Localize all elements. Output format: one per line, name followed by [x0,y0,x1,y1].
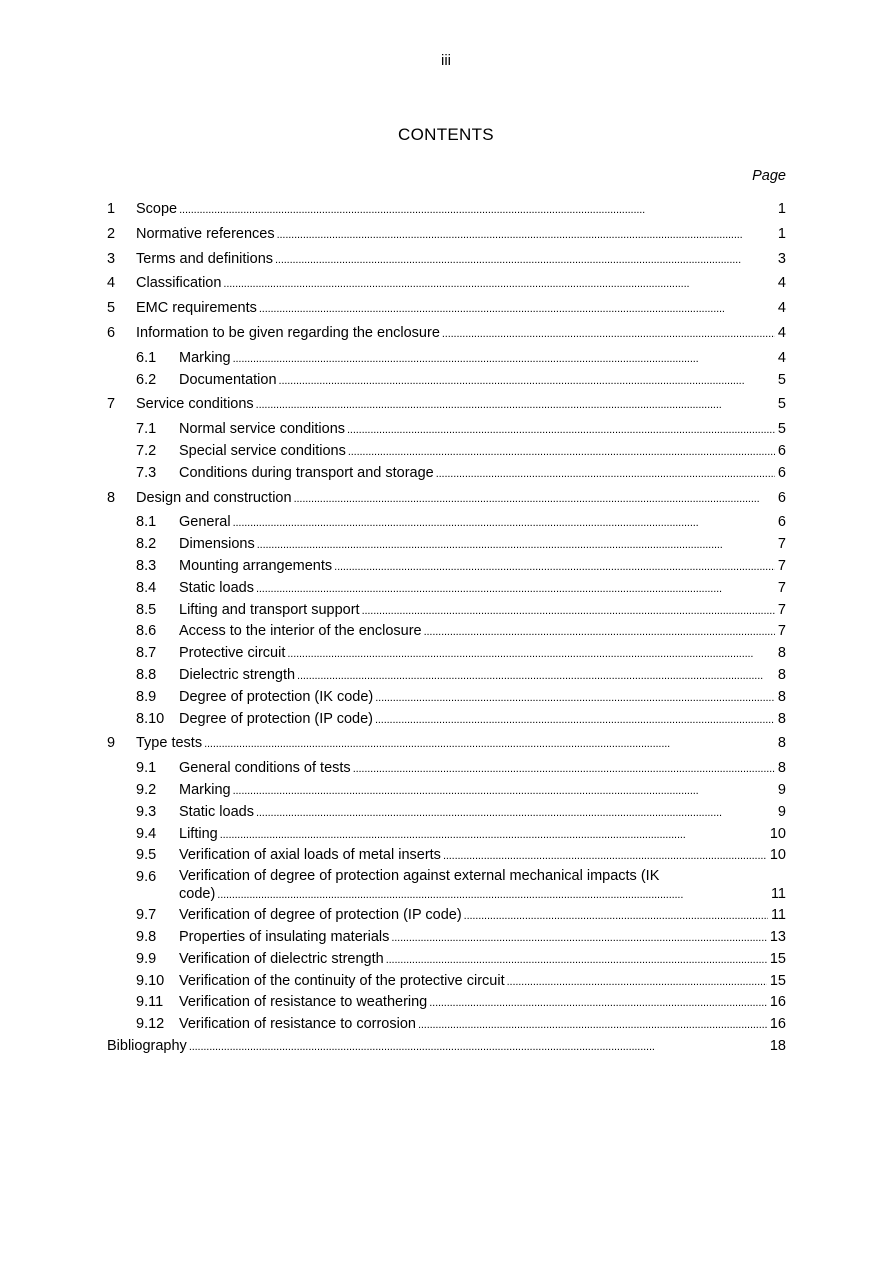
toc-entry-page: 5 [777,421,786,438]
toc-entry-number: 8.1 [136,514,157,531]
toc-entry[interactable] [107,949,786,971]
toc-entry[interactable] [107,867,786,905]
toc-entry-number: 9.1 [136,760,157,777]
dot-leader [418,1014,767,1036]
toc-entry-title: code) [179,884,217,905]
dot-leader [256,578,775,600]
toc-entry-title: Verification of axial loads of metal inserts [179,845,443,867]
toc-entry-number: 9.5 [136,847,157,864]
dot-leader [223,273,775,295]
toc-entry-page: 6 [777,464,786,481]
toc-entry-number: 6.2 [136,371,157,388]
toc-entry[interactable] [107,845,786,867]
toc-entry[interactable] [107,199,786,221]
toc-entry-number: 8.4 [136,579,157,596]
dot-leader [294,488,775,510]
toc-entry-number: 7.1 [136,421,157,438]
dot-leader [233,348,775,370]
dot-leader [334,556,775,578]
toc-entry-title: Static loads [179,578,256,600]
toc-entry-page: 10 [769,847,786,864]
dot-leader [277,224,775,246]
dot-leader [259,298,775,320]
toc-entry-title: Classification [136,273,223,295]
toc-entry-page: 4 [777,349,786,366]
toc-entry-number: 1 [107,201,116,217]
dot-leader [348,441,775,463]
toc-entry-title: Verification of resistance to weathering [179,992,429,1014]
toc-entry-number: 6.1 [136,349,157,366]
toc-entry[interactable] [107,1014,786,1036]
dot-leader [443,845,767,867]
dot-leader [375,709,775,731]
toc-entry-title: General conditions of tests [179,758,353,780]
toc-entry-title: Normative references [136,224,277,246]
toc-entry-page: 7 [777,601,786,618]
toc-entry-page: 11 [770,886,786,903]
toc-entry-number: 8.2 [136,536,157,553]
dot-leader [353,758,775,780]
dot-leader [442,323,775,345]
toc-entry[interactable] [107,733,786,755]
dot-leader [287,643,775,665]
toc-entry-number: 9.7 [136,907,157,924]
toc-entry-number: 9.9 [136,950,157,967]
toc-entry-number: 8.3 [136,557,157,574]
dot-leader [297,665,775,687]
table-of-contents [107,199,786,1058]
toc-entry[interactable] [107,621,786,643]
toc-entry-page: 15 [769,972,786,989]
toc-entry-title: Dielectric strength [179,665,297,687]
toc-entry-number: 7 [107,396,116,413]
toc-entry[interactable] [107,643,786,665]
toc-entry-title: Verification of the continuity of the protective circuit [179,971,507,993]
dot-leader [362,600,775,622]
toc-entry-page: 5 [777,396,786,413]
dot-leader [220,824,767,846]
toc-entry[interactable] [107,1036,786,1058]
toc-entry-page: 6 [777,514,786,531]
toc-entry[interactable] [107,249,786,271]
toc-entry-page: 7 [777,623,786,640]
toc-entry-title: Scope [136,199,179,221]
toc-entry-number: 4 [107,275,116,292]
dot-leader [257,534,775,556]
toc-entry[interactable] [107,780,786,802]
dot-leader [189,1036,767,1058]
toc-entry-page: 9 [777,781,786,798]
toc-entry-title: Mounting arrangements [179,556,334,578]
toc-entry-page: 1 [777,225,786,242]
toc-entry[interactable] [107,224,786,246]
toc-entry-page: 4 [777,275,786,292]
dot-leader [256,802,775,824]
toc-entry[interactable] [107,512,786,534]
toc-entry-title: Information to be given regarding the enclosure [136,323,442,345]
toc-entry-number: 8 [107,489,116,506]
toc-entry-page: 16 [769,994,786,1011]
toc-entry[interactable] [107,758,786,780]
toc-entry[interactable] [107,578,786,600]
toc-entry-number: 8.8 [136,666,157,683]
dot-leader [279,370,775,392]
toc-entry-title: Type tests [136,733,204,755]
toc-entry-title: Service conditions [136,394,256,416]
toc-entry[interactable] [107,419,786,441]
page-number: iii [441,52,451,69]
toc-entry[interactable] [107,709,786,731]
toc-entry-page: 8 [777,710,786,727]
dot-leader [436,463,775,485]
toc-entry-page: 6 [777,442,786,459]
toc-entry-number: 8.5 [136,601,157,618]
toc-entry-number: 9.6 [136,869,157,886]
toc-entry-title: Properties of insulating materials [179,927,391,949]
dot-leader [429,992,767,1014]
toc-entry-number: 8.10 [136,710,165,727]
toc-entry[interactable] [107,905,786,927]
toc-entry-page: 11 [770,907,786,924]
toc-entry-page: 6 [777,489,786,506]
toc-entry-number: 9.12 [136,1016,165,1033]
dot-leader [256,394,775,416]
toc-entry-number: 9.8 [136,928,157,945]
toc-entry-number: 8.7 [136,645,157,662]
toc-entry-number: 6 [107,324,116,341]
toc-entry-title: Lifting and transport support [179,600,362,622]
dot-leader [347,419,775,441]
toc-entry-title: Documentation [179,370,279,392]
toc-entry-page: 7 [777,536,786,553]
toc-entry-title: Verification of degree of protection (IP code) [179,905,464,927]
toc-entry-title: Protective circuit [179,643,287,665]
dot-leader [217,884,768,905]
toc-entry-page: 13 [769,928,786,945]
toc-entry-number: 9.3 [136,803,157,820]
toc-entry-page: 9 [777,803,786,820]
dot-leader [386,949,767,971]
toc-entry-number: 9.2 [136,781,157,798]
toc-entry-page: 8 [777,645,786,662]
dot-leader [233,512,775,534]
toc-entry[interactable] [107,687,786,709]
toc-entry-title: EMC requirements [136,298,259,320]
toc-entry-number: 5 [107,300,116,317]
dot-leader [275,249,775,271]
toc-entry-title: Marking [179,780,233,802]
toc-entry-page: 4 [777,324,786,341]
toc-entry-page: 15 [769,950,786,967]
toc-entry-page: 16 [769,1016,786,1033]
toc-entry-page: 8 [777,760,786,777]
toc-entry-title: Access to the interior of the enclosure [179,621,424,643]
toc-entry-title: Verification of dielectric strength [179,949,386,971]
dot-leader [391,927,767,949]
toc-entry[interactable] [107,824,786,846]
toc-entry-title: Static loads [179,802,256,824]
toc-entry-title: Dimensions [179,534,257,556]
toc-entry[interactable] [107,534,786,556]
dot-leader [375,687,775,709]
toc-entry-title: Terms and definitions [136,249,275,271]
toc-entry-title: Marking [179,348,233,370]
toc-entry-title: Lifting [179,824,220,846]
toc-entry-page: 3 [777,250,786,267]
toc-entry[interactable] [107,971,786,993]
toc-entry-page: 7 [777,579,786,596]
contents-heading: CONTENTS [398,125,494,144]
toc-entry-title: Bibliography [107,1036,189,1058]
toc-entry-number: 7.2 [136,442,157,459]
toc-entry-title: Degree of protection (IK code) [179,687,375,709]
toc-entry-title: Normal service conditions [179,419,347,441]
toc-entry-number: 9.4 [136,825,157,842]
toc-entry-number: 8.9 [136,688,157,705]
toc-entry-title: Special service conditions [179,441,348,463]
toc-entry[interactable] [107,394,786,416]
page-column-label: Page [752,168,786,184]
toc-entry-page: 8 [777,688,786,705]
dot-leader [464,905,768,927]
toc-entry-page: 18 [769,1037,786,1054]
toc-entry[interactable] [107,556,786,578]
toc-entry-number: 9 [107,735,116,752]
toc-entry-page: 8 [777,666,786,683]
toc-entry-number: 9.10 [136,972,165,989]
toc-entry-title: Design and construction [136,488,294,510]
toc-entry-number: 8.6 [136,623,157,640]
toc-entry[interactable] [107,927,786,949]
toc-entry[interactable] [107,323,786,345]
toc-entry[interactable] [107,600,786,622]
toc-entry[interactable] [107,441,786,463]
toc-entry-number: 2 [107,225,116,242]
toc-entry-number: 7.3 [136,464,157,481]
dot-leader [424,621,775,643]
toc-entry-page: 10 [769,825,786,842]
toc-entry-title: General [179,512,233,534]
toc-entry-page: 7 [777,557,786,574]
toc-entry-title: Conditions during transport and storage [179,463,436,485]
toc-entry[interactable] [107,665,786,687]
toc-entry[interactable] [107,488,786,510]
toc-entry[interactable] [107,802,786,824]
toc-entry[interactable] [107,463,786,485]
toc-entry-title: Degree of protection (IP code) [179,709,375,731]
toc-entry[interactable] [107,348,786,370]
toc-entry-title: Verification of resistance to corrosion [179,1014,418,1036]
toc-entry[interactable] [107,992,786,1014]
toc-entry[interactable] [107,370,786,392]
dot-leader [507,971,767,993]
toc-entry-page: 4 [777,300,786,317]
dot-leader [204,733,775,755]
toc-entry-title: Verification of degree of protection against external mechanical impacts (IK [179,868,660,885]
toc-entry-number: 3 [107,250,116,267]
dot-leader [179,199,775,221]
toc-entry-number: 9.11 [136,994,164,1011]
toc-entry-page: 5 [777,371,786,388]
dot-leader [233,780,775,802]
toc-entry[interactable] [107,273,786,295]
toc-entry-page: 1 [777,201,786,217]
toc-entry[interactable] [107,298,786,320]
toc-entry-page: 8 [777,735,786,752]
